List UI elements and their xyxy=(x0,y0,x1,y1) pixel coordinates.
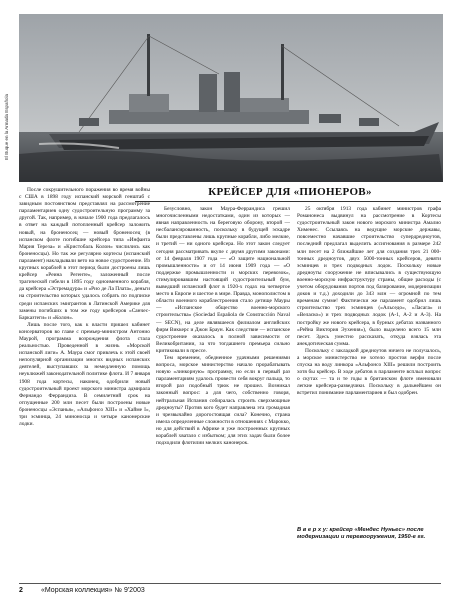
text-column-1 xyxy=(19,187,150,580)
paragraph: После сокрушительного поражения во время войны с США в 1898 году испанский морской генштаб с завидным постоянством представлял на рассмотрение парламентариев одну судостроительную программу за другой. Так, например, в начале 1900 года предлагалось в ответ на каждый потопленный крейсер заложить новый, на броненосец — новый броненосец (в испанском флоте погибшие крейсера типа «Инфанта Мария Тереза» и «Кристобаль Колон» числились как броненосцы). Но так же регулярно кортесы (испанский парламент) накладывали вето на новое судостроение. Из крупных кораблей в этот период были достроены лишь крейсер «Реина Регенте», заложенный после трагической гибели в 1895 году одноименного корабля, да крейсера «Эстремадура» и «Рио де Ла Плата», деньги на строительство которых удалось собрать по подписке среди испанских эмигрантов в Латинской Америке для замены погибших в том же году крейсеров «Санчес-Барказтеги» и «Колон». xyxy=(19,187,150,321)
text-column-2 xyxy=(156,206,290,580)
journal-name: «Морская коллекция» № 9'2003 xyxy=(41,587,145,594)
photo-credit: El Buque en la Armada Española xyxy=(4,93,9,160)
title-divider xyxy=(135,201,441,202)
article-title: КРЕЙСЕР ДЛЯ «ПИОНЕРОВ» xyxy=(208,186,372,198)
paragraph: Безусловно, закон Маура-Феррандиса грешил многочисленными недостатками, один из которых — явная направленность на береговую оборону, второй — несбалансированность, поскольку в будущей эскадре были представлены лишь крупные корабли, либо мелкие, и третий — ни одного крейсера. Но этот закон следует сегодня рассматривать вкупе с двумя другими законами: от 14 февраля 1907 года — «О защите национальной промышленности» и от 14 июня 1909 года — «О поддержке промышленности и морских перевозок», стимулировавшим настоящий судостроительный бум, выведший испанский флот в 1920-х годах на четвертое место в Европе и шестое в мире. Правда, монополистом в области военного кораблестроения стало детище Мауры — «Испанское общество военно-морского строительства» (Sociedad Española de Construcción Naval — SECN), на деле являвшееся филиалом английских фирм Виккерс и Джон Браун. Как следствие — испанское судостроение оказалось в полной зависимости от Великобритании, за что тогдашнего премьера сильно критиковали в прессе. xyxy=(156,206,290,354)
ship-photo-image xyxy=(19,14,443,182)
paragraph: Лишь после того, как к власти пришел кабинет консерваторов во главе с премьер-министром Антонио Маурой, программа возрождения флота стала реальностью. Проведенной в жизнь «Морской испанской лиги» А. Маура смог привлечь к этой своей непопулярной организации многих видных испанских деятелей, выступавших за немедленную помощь неуклюжей законодательной политике флота. И 7 января 1908 года кортесы, наконец, одобрили новый судостроительный проект морского министра адмирала Фернандо Феррандиза. В семилетний срок на отпущенные 200 млн песет были построены новые броненосцы «Эспанья», «Альфонсо XIII» и «Хайме I», три эсминца, 24 миноносца и четыре канонерские лодки. xyxy=(19,321,150,428)
paragraph: Поскольку с закладкой дредноутов ничего не получалось, а морское министерство не хотело простоя верфи после спуска на воду линкора «Альфонсо XIII» решили построить хотя бы крейсер. В ходе дебатов в парламенте всплыл вопрос о скутах — та и те годы в британском флоте именовали легкие крейсера-разведчики. Поскольку в дальнейшем он встретил понимание парламентариев и был одобрен. xyxy=(297,347,441,397)
paragraph: 25 октября 1913 года кабинет министров графа Романонеса выдвинул на рассмотрение в Кортесы судостроительный закон нового морского министра Амалио Хименес. Ссылаясь на ведущие морские державы, повсеместно начавшие строительство супердредноутов, последний предлагал выделить ассигнования в размере 242 млн песет на 2 ближайшие лет для создания трех 21 000-тонных дредноутов, двух 5000-тонных крейсеров, девяти эсминцев и трех подводных лодок. Поскольку новые дредноуты сооружение не вписывались в существующую военно-морскую инфраструктуру страны, общие расходы (с учетом оборудования портов под базирование, модернизации доков и т.д.) доходили до 343 млн — огромной по тем временам сумме! Фактически же парламент одобрил лишь строительство трех эсминцев («Альседо», «Ласага» и «Веласко») и трех подводных лодок (А-1, А-2 и А-3). На постройку же нового крейсера, в бурных дебатах названного «Рейна Виктория Эухения»), было выделено всего 15 млн песет. Здесь уместно рассказать, откуда взялась эта анекдотическая сумма. xyxy=(297,206,441,347)
paragraph: Тем временем, обедненное удачными решениями вопроса, морское министерство начало прорабатывать новую «линкорную» программу, но если в первый раз парламентариям удалось провести себя вокруг пальца, то второй раз подобный трюк не прошел. Возникал законный вопрос: а для чего, собственно говоря, нейтральная Испания собиралась строить сверхмощные дредноуты? Против кого будет направлена эта громадная и чрезвычайно дорогостоящая сила? Конечно, страна имела определенные сложности в отношениях с Марокко, но для действий в Африке и уже построенных крупных кораблей хватало с избытком; для этих задач были более подходили флотилии мелких канонерок. xyxy=(156,354,290,447)
text-column-3 xyxy=(297,206,441,522)
photo-caption: В в е р х у: крейсер «Мендес Нуньес» после модернизации и перевооружения, 1950-е гг. xyxy=(297,527,426,541)
page-footer xyxy=(19,583,441,596)
page-number: 2 xyxy=(19,587,23,594)
ship-photo xyxy=(19,14,443,182)
